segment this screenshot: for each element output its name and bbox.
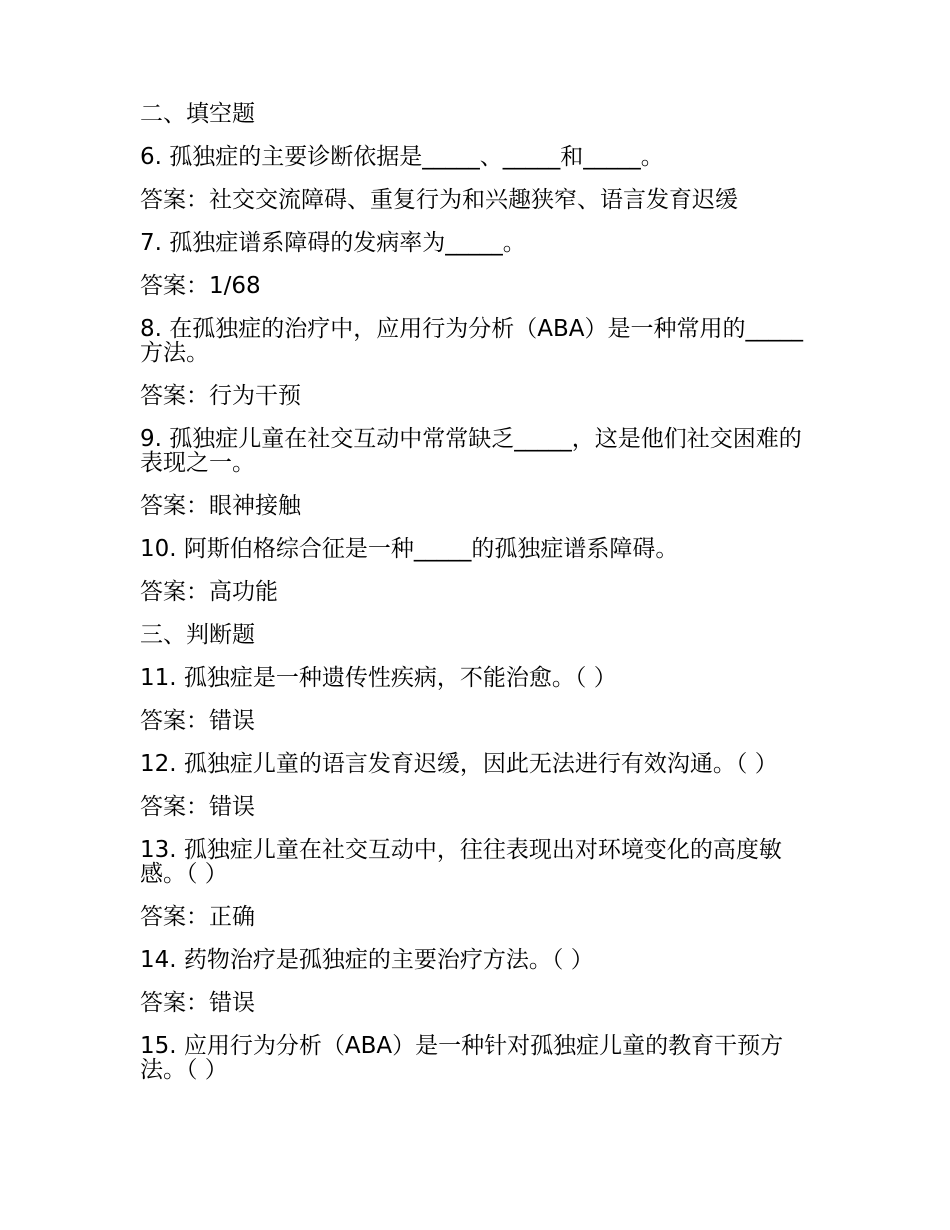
section-title-fill-blank: 二、填空题 bbox=[140, 101, 255, 127]
question-9: 9. 孤独症儿童在社交互动中常常缺乏_____，这是他们社交困难的表现之一。 bbox=[140, 426, 802, 476]
document-body bbox=[140, 102, 812, 1082]
answer-14: 答案：错误 bbox=[140, 990, 255, 1016]
answer-7: 答案：1/68 bbox=[140, 273, 261, 299]
question-7: 7. 孤独症谱系障碍的发病率为_____。 bbox=[140, 230, 526, 256]
answer-10: 答案：高功能 bbox=[140, 579, 278, 605]
answer-8: 答案：行为干预 bbox=[140, 383, 301, 409]
question-10: 10. 阿斯伯格综合征是一种_____的孤独症谱系障碍。 bbox=[140, 536, 679, 562]
question-6: 6. 孤独症的主要诊断依据是_____、_____和_____。 bbox=[140, 144, 664, 170]
question-11: 11. 孤独症是一种遗传性疾病，不能治愈。（ ） bbox=[140, 665, 617, 691]
question-15: 15. 应用行为分析（ABA）是一种针对孤独症儿童的教育干预方法。（ ） bbox=[140, 1033, 784, 1083]
question-12: 12. 孤独症儿童的语言发育迟缓，因此无法进行有效沟通。（ ） bbox=[140, 751, 778, 777]
question-8: 8. 在孤独症的治疗中，应用行为分析（ABA）是一种常用的_____方法。 bbox=[140, 316, 804, 366]
answer-13: 答案：正确 bbox=[140, 904, 255, 930]
answer-11: 答案：错误 bbox=[140, 708, 255, 734]
answer-9: 答案：眼神接触 bbox=[140, 493, 301, 519]
question-13: 13. 孤独症儿童在社交互动中，往往表现出对环境变化的高度敏感。（ ） bbox=[140, 837, 782, 887]
section-title-true-false: 三、判断题 bbox=[140, 622, 255, 648]
answer-6: 答案：社交交流障碍、重复行为和兴趣狭窄、语言发育迟缓 bbox=[140, 187, 738, 213]
answer-12: 答案：错误 bbox=[140, 794, 255, 820]
question-14: 14. 药物治疗是孤独症的主要治疗方法。（ ） bbox=[140, 947, 594, 973]
